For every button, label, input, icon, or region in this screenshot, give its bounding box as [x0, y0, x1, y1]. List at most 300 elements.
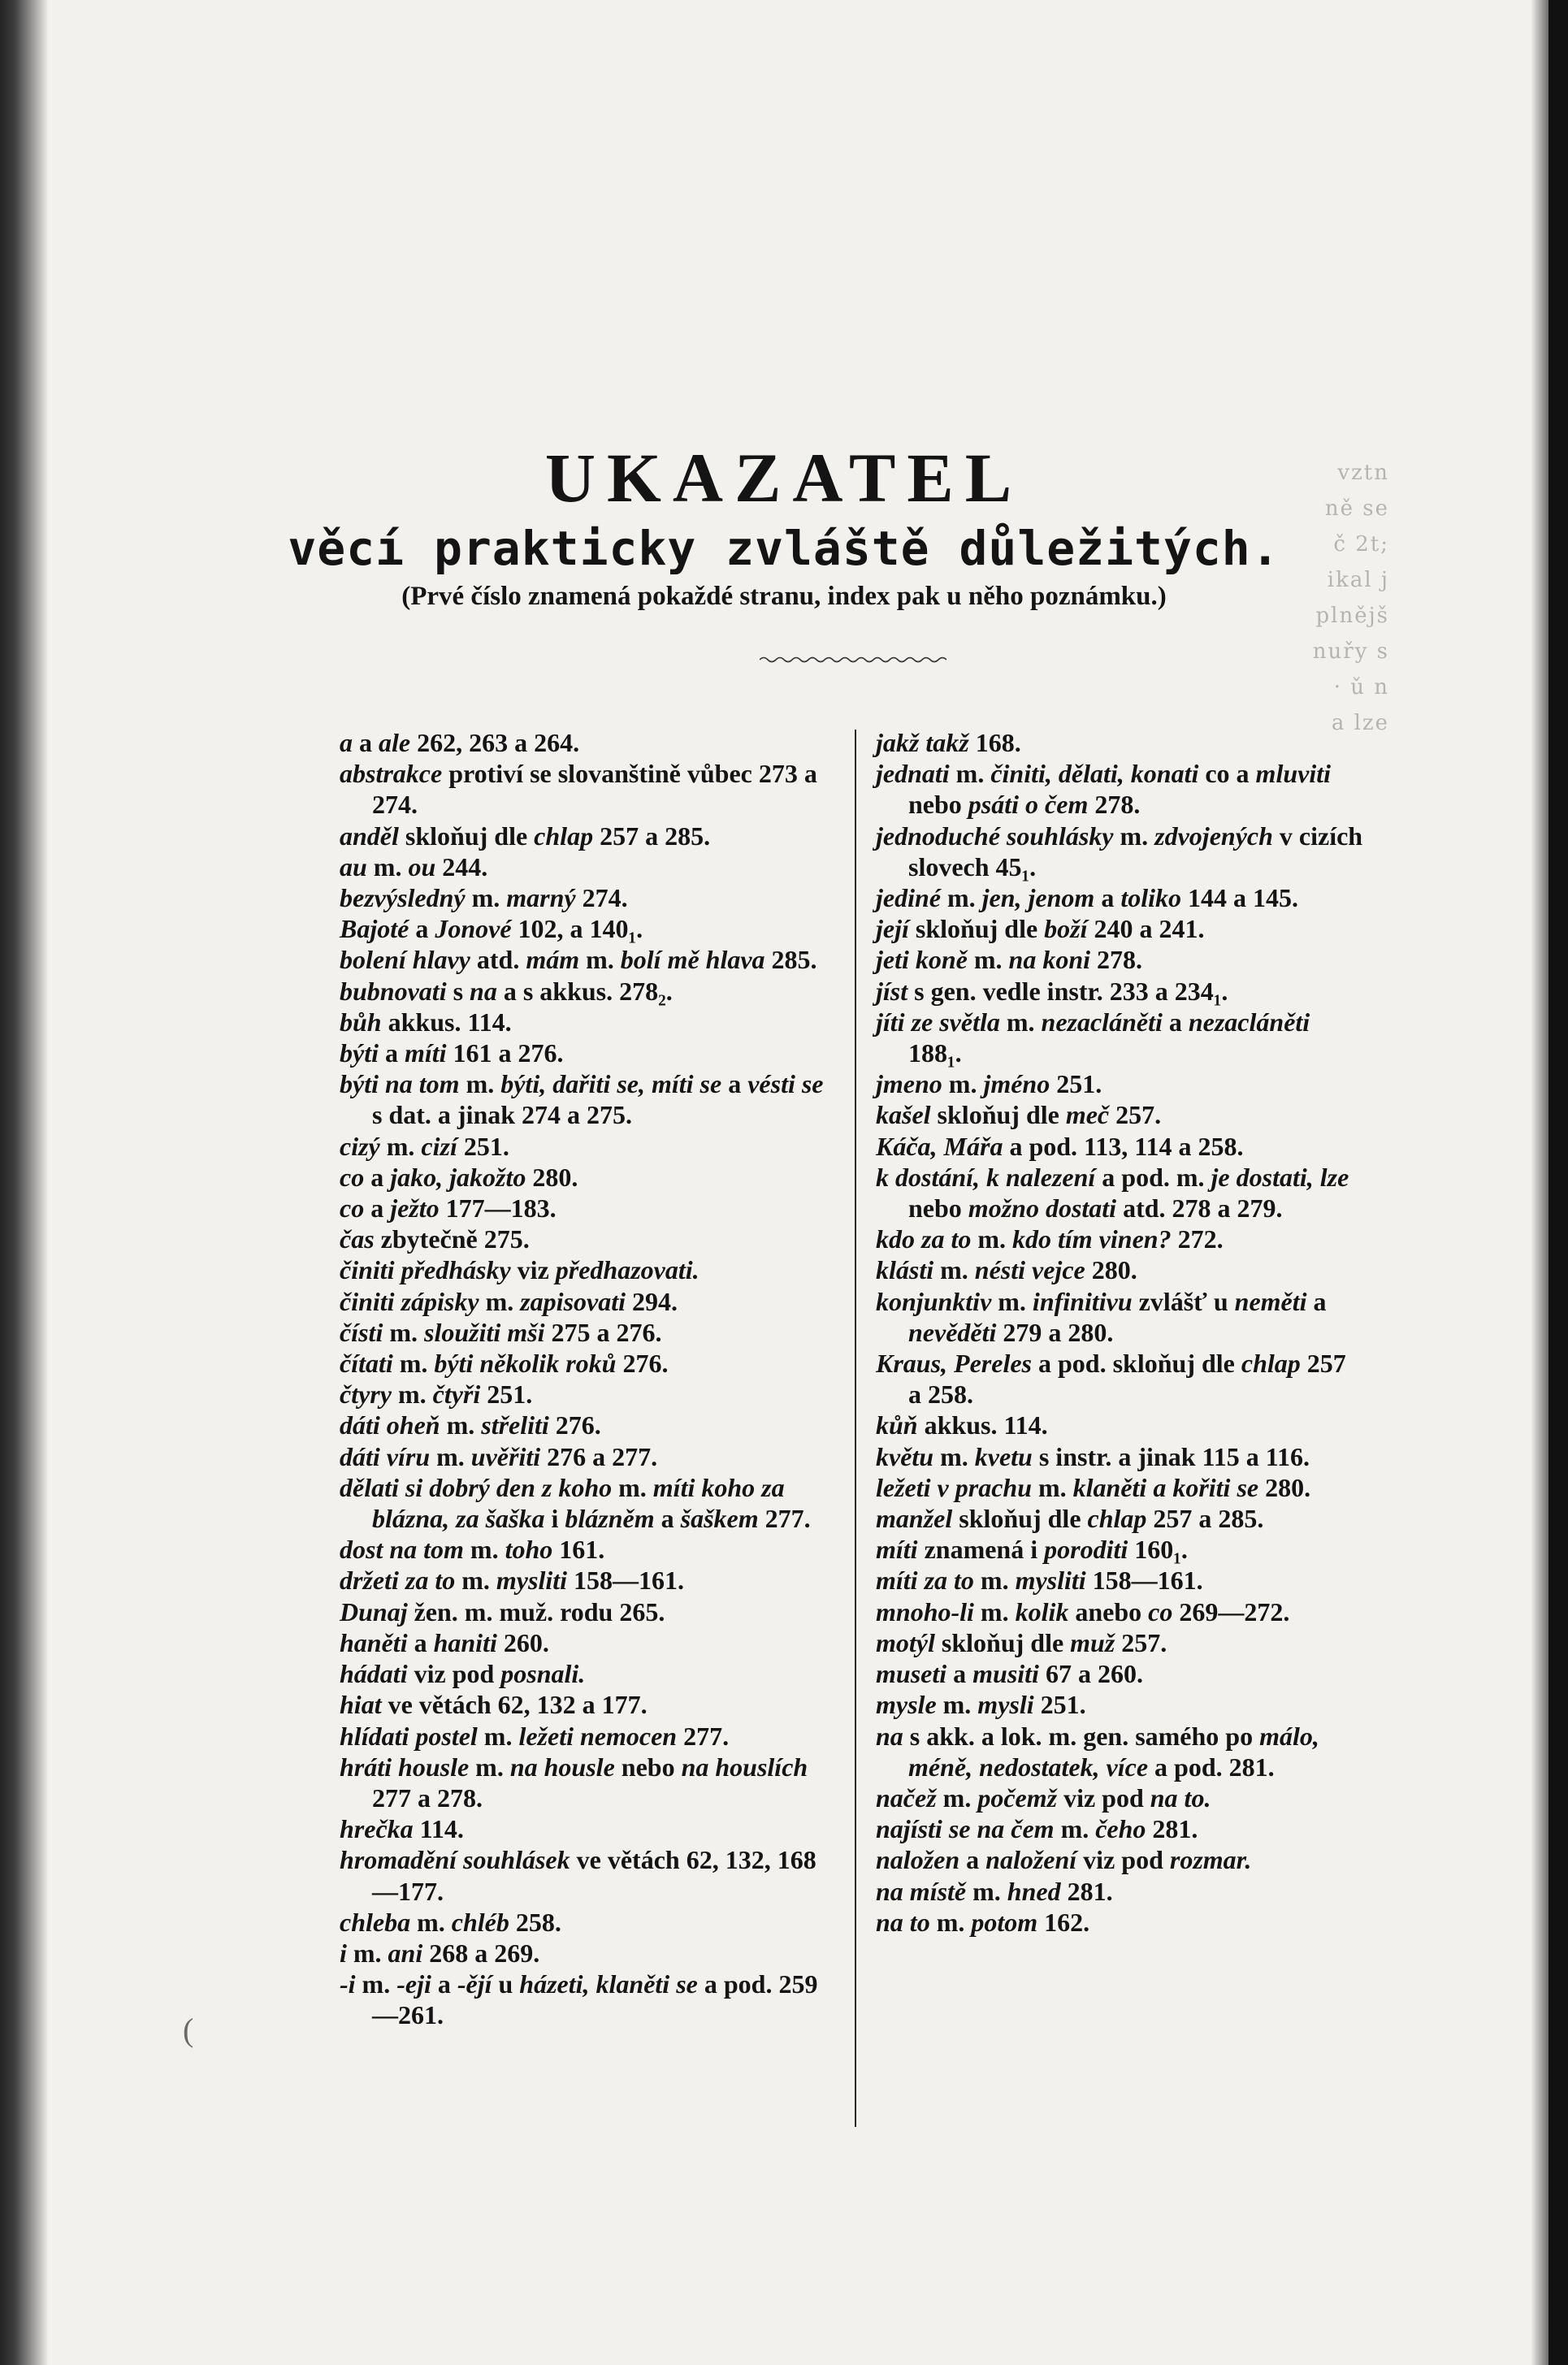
entry-term: kdo tím vinen? — [1012, 1224, 1172, 1254]
index-entry — [340, 1348, 827, 1379]
index-entry — [340, 1627, 827, 1658]
entry-text: 285. — [765, 945, 817, 975]
entry-text: 162. — [1037, 1907, 1090, 1937]
index-entry — [340, 944, 827, 975]
entry-text: 160₁. — [1128, 1535, 1188, 1565]
entry-text: skloňuj dle — [908, 914, 1045, 944]
entry-term: býti několik roků — [434, 1349, 617, 1379]
entry-text: m. — [355, 1969, 397, 1999]
entry-term: psáti o čem — [968, 790, 1089, 820]
entry-text: m. — [971, 1224, 1012, 1254]
entry-term: cizý — [340, 1131, 380, 1161]
index-entry — [340, 1813, 827, 1844]
index-entry — [340, 1286, 827, 1317]
entry-text: m. — [430, 1441, 471, 1471]
entry-text: m. — [940, 883, 982, 913]
entry-term: ani — [388, 1938, 423, 1968]
index-entry — [876, 1410, 1363, 1440]
entry-term: zapisovati — [520, 1286, 626, 1316]
entry-text: 158—161. — [567, 1566, 684, 1596]
entry-term: -i — [340, 1969, 356, 1999]
index-entry — [340, 1752, 827, 1813]
entry-text: 158—161. — [1085, 1566, 1203, 1596]
entry-term: jako, jakožto — [390, 1162, 526, 1192]
entry-text: skloňuj dle — [934, 1627, 1071, 1657]
index-entry — [876, 1565, 1363, 1596]
entry-text: m. — [936, 1690, 978, 1720]
index-entry — [340, 851, 827, 882]
entry-text: 102, a 140₁. — [511, 914, 643, 944]
entry-text: 281. — [1146, 1814, 1198, 1844]
entry-text: nebo — [908, 790, 968, 820]
entry-term: bůh — [340, 1007, 382, 1037]
entry-text: m. — [477, 1721, 519, 1751]
entry-text: 257. — [1109, 1100, 1162, 1130]
entry-term: manžel — [876, 1504, 953, 1534]
entry-text: m. — [379, 1131, 422, 1161]
entry-term: muž — [1070, 1627, 1115, 1657]
index-entry — [340, 882, 827, 913]
entry-text: m. — [455, 1566, 496, 1596]
entry-term: co — [340, 1162, 365, 1192]
entry-text: m. — [346, 1938, 388, 1968]
entry-term: hráti housle — [340, 1752, 470, 1782]
index-entry — [340, 1037, 827, 1068]
index-entry — [876, 1472, 1363, 1503]
entry-text: 177—183. — [439, 1193, 557, 1224]
entry-term: jíst — [876, 976, 908, 1006]
entry-text: a — [1162, 1007, 1189, 1037]
index-entry — [876, 1596, 1363, 1627]
entry-term: míti — [404, 1038, 447, 1068]
entry-text: 277. — [758, 1504, 811, 1534]
entry-text: 280. — [526, 1162, 578, 1192]
entry-text: 276 a 277. — [540, 1441, 658, 1471]
entry-term: předhazovati. — [555, 1255, 700, 1285]
index-entry — [340, 1689, 827, 1720]
entry-term: hned — [1007, 1876, 1061, 1906]
entry-text: a — [407, 1627, 434, 1657]
entry-text: m. — [973, 1596, 1016, 1626]
entry-term: potom — [971, 1907, 1038, 1937]
entry-term: činiti zápisky — [340, 1286, 479, 1316]
margin-mark: ( — [183, 2012, 194, 2048]
entry-term: sloužiti mši — [423, 1317, 545, 1347]
entry-text: a — [378, 1038, 405, 1068]
entry-text: a — [364, 1162, 391, 1192]
entry-text: u — [492, 1969, 520, 1999]
entry-term: na housle — [509, 1752, 615, 1782]
entry-text: 257 a 285. — [593, 821, 711, 851]
entry-term: ou — [408, 851, 436, 881]
entry-term: jediné — [876, 883, 941, 913]
entry-text: m. — [383, 1317, 424, 1347]
entry-text: 168. — [968, 728, 1021, 757]
entry-text: 269—272. — [1172, 1596, 1290, 1626]
entry-text: 257 a 258. — [908, 1349, 1346, 1410]
index-entry — [340, 758, 827, 820]
index-entry — [340, 1162, 827, 1193]
entry-term: naložení — [985, 1845, 1077, 1875]
entry-term: květu — [876, 1441, 934, 1471]
entry-text: v cizích slovech 45₁. — [908, 821, 1363, 881]
entry-text: viz pod — [1057, 1782, 1150, 1813]
entry-term: kolik — [1015, 1596, 1069, 1626]
index-entry — [340, 1907, 827, 1938]
index-entry — [876, 1876, 1363, 1907]
entry-term: chlap — [1241, 1349, 1301, 1379]
index-entry — [340, 1193, 827, 1224]
entry-text: 251. — [1033, 1690, 1086, 1720]
index-column-right — [876, 727, 1363, 1938]
entry-term: nezacláněti — [1041, 1007, 1163, 1037]
entry-text: s — [446, 976, 470, 1006]
entry-term: Káča, Mářa — [876, 1131, 1003, 1161]
entry-term: Bajoté — [340, 914, 409, 944]
entry-term: na to — [876, 1907, 930, 1937]
entry-term: haněti — [340, 1627, 408, 1657]
entry-text: viz — [510, 1255, 556, 1285]
entry-term: zdvojených — [1154, 821, 1273, 851]
index-entry — [876, 976, 1363, 1007]
entry-term: kvetu — [974, 1441, 1033, 1471]
entry-text: a — [353, 728, 379, 757]
entry-term: čeho — [1095, 1814, 1146, 1844]
entry-text: s akk. a lok. m. gen. samého po — [903, 1721, 1260, 1751]
entry-text: 257. — [1115, 1627, 1167, 1657]
entry-term: naložen — [876, 1845, 960, 1875]
entry-text: znamená i — [917, 1535, 1045, 1565]
entry-text: a — [409, 914, 435, 944]
entry-term: jen, jenom — [981, 883, 1095, 913]
entry-text: a — [721, 1069, 748, 1099]
bleed-line: plnějš — [1315, 604, 1389, 628]
index-entry — [876, 1813, 1363, 1844]
bleed-line: vztn — [1337, 461, 1389, 485]
entry-term: držeti za to — [340, 1566, 456, 1596]
index-entry — [876, 1907, 1363, 1938]
entry-term: možno dostati — [968, 1193, 1117, 1224]
entry-term: hiat — [340, 1690, 382, 1720]
entry-term: jíti ze světla — [876, 1007, 1000, 1037]
entry-text: 276. — [616, 1349, 669, 1379]
index-entry — [340, 821, 827, 851]
entry-text: zvlášť u — [1132, 1286, 1235, 1316]
entry-text: m. — [936, 1782, 978, 1813]
index-entry — [340, 1224, 827, 1254]
entry-text: 161 a 276. — [446, 1038, 564, 1068]
ornament-divider — [760, 654, 946, 665]
entry-text: 251. — [457, 1131, 509, 1161]
scan-edge-right — [1549, 0, 1568, 2365]
entry-term: házeti, klaněti se — [519, 1969, 698, 1999]
index-entry — [876, 727, 1363, 758]
entry-text: skloňuj dle — [930, 1100, 1066, 1130]
entry-text: m. — [973, 1566, 1016, 1596]
index-entry — [340, 1379, 827, 1410]
entry-text: 260. — [496, 1627, 549, 1657]
index-entry — [876, 1689, 1363, 1720]
entry-term: nevěděti — [908, 1317, 997, 1347]
entry-term: na to. — [1150, 1782, 1211, 1813]
entry-text: m. — [1054, 1814, 1096, 1844]
entry-term: jednoduché souhlásky — [876, 821, 1114, 851]
entry-term: infinitivu — [1032, 1286, 1133, 1316]
entry-term: -ějí — [457, 1969, 492, 1999]
entry-text: m. — [469, 1752, 510, 1782]
entry-text: 277 a 278. — [372, 1782, 483, 1813]
entry-term: anděl — [340, 821, 399, 851]
entry-term: bezvýsledný — [340, 883, 466, 913]
entry-text: co a — [1198, 759, 1256, 789]
entry-term: bolení hlavy — [340, 945, 470, 975]
entry-text: i — [544, 1504, 565, 1534]
entry-text: 258. — [509, 1907, 561, 1937]
entry-term: míti za to — [876, 1566, 974, 1596]
index-entry — [340, 1007, 827, 1037]
entry-text: akkus. 114. — [917, 1410, 1048, 1440]
page-title: UKAZATEL — [544, 439, 1024, 517]
index-entry — [876, 1099, 1363, 1130]
entry-term: musiti — [972, 1659, 1039, 1689]
index-entry — [340, 1658, 827, 1689]
entry-term: kůň — [876, 1410, 918, 1440]
entry-term: její — [876, 914, 909, 944]
page-note: (Prvé číslo znamená pokaždé stranu, index pak u něho poznámku.) — [401, 582, 1167, 611]
entry-text: m. — [933, 1255, 975, 1285]
index-entry — [876, 1658, 1363, 1689]
entry-term: šaškem — [680, 1504, 759, 1534]
entry-term: načež — [876, 1782, 937, 1813]
entry-term: mám — [526, 945, 580, 975]
index-entry — [876, 1068, 1363, 1099]
entry-term: činiti předhásky — [340, 1255, 511, 1285]
entry-text: žen. m. muž. rodu 265. — [407, 1596, 665, 1626]
entry-term: jméno — [983, 1069, 1050, 1099]
entry-text: a s akkus. 278₂. — [496, 976, 673, 1006]
entry-text: 281. — [1060, 1876, 1113, 1906]
index-entry — [876, 1254, 1363, 1285]
entry-term: marný — [506, 883, 576, 913]
index-entry — [340, 1131, 827, 1162]
entry-text: s dat. a jinak 274 a 275. — [372, 1100, 633, 1130]
entry-text: m. — [612, 1472, 653, 1502]
index-entry — [340, 727, 827, 758]
entry-term: rozmar. — [1169, 1845, 1252, 1875]
bleed-line: ně se — [1324, 496, 1389, 521]
entry-term: -eji — [396, 1969, 431, 1999]
entry-text: m. — [1113, 821, 1155, 851]
entry-term: mysliti — [496, 1566, 567, 1596]
scan-edge-left — [0, 0, 49, 2365]
index-column-left — [340, 727, 827, 2031]
entry-term: jeti koně — [876, 945, 968, 975]
entry-text: a pod. skloňuj dle — [1032, 1349, 1241, 1379]
entry-term: boží — [1044, 914, 1088, 944]
entry-term: a — [340, 728, 353, 757]
index-entry — [340, 1441, 827, 1472]
entry-term: toliko — [1120, 883, 1181, 913]
entry-term: konjunktiv — [876, 1286, 992, 1316]
entry-term: Jonové — [435, 914, 512, 944]
entry-text: m. — [391, 1380, 433, 1410]
index-entry — [340, 1068, 827, 1130]
entry-term: k dostání, k nalezení — [876, 1162, 1096, 1192]
entry-term: au — [340, 851, 367, 881]
entry-term: abstrakce — [340, 759, 443, 789]
entry-term: klásti — [876, 1255, 934, 1285]
entry-term: kdo za to — [876, 1224, 972, 1254]
entry-text: atd. — [470, 945, 526, 975]
bleed-line: a lze — [1331, 711, 1389, 735]
entry-term: na koni — [1008, 945, 1091, 975]
entry-text: 274. — [575, 883, 628, 913]
entry-text: akkus. 114. — [381, 1007, 512, 1037]
column-divider — [855, 730, 856, 2127]
entry-term: Kraus, Pereles — [876, 1349, 1032, 1379]
bleed-line: nuřy s — [1312, 639, 1389, 664]
index-entry — [340, 1596, 827, 1627]
entry-term: počemž — [977, 1782, 1058, 1813]
index-entry — [876, 1441, 1363, 1472]
entry-text: viz pod — [1076, 1845, 1170, 1875]
entry-term: čas — [340, 1224, 375, 1254]
entry-text: a — [364, 1193, 391, 1224]
entry-term: uvěřiti — [470, 1441, 541, 1471]
index-entry — [876, 1131, 1363, 1162]
entry-term: jakž takž — [876, 728, 969, 757]
entry-term: ale — [379, 728, 411, 757]
entry-term: poroditi — [1044, 1535, 1128, 1565]
index-entry — [876, 913, 1363, 944]
scan-edge-shadow — [1531, 0, 1549, 2365]
entry-text: s instr. a jinak 115 a 116. — [1032, 1441, 1310, 1471]
entry-term: ježto — [390, 1193, 440, 1224]
entry-term: mnoho-li — [876, 1596, 974, 1626]
entry-term: kašel — [876, 1100, 931, 1130]
entry-term: hromadění souhlásek — [340, 1845, 570, 1875]
index-entry — [340, 913, 827, 944]
entry-term: střeliti — [481, 1410, 549, 1440]
entry-term: bolí mě hlava — [620, 945, 765, 975]
entry-text: m. — [579, 945, 621, 975]
index-entry — [340, 1317, 827, 1348]
entry-term: míti koho za blázna, za šaška — [372, 1472, 785, 1534]
entry-term: činiti, dělati, konati — [990, 759, 1199, 789]
entry-text: 161. — [552, 1535, 605, 1565]
entry-term: toho — [505, 1535, 553, 1565]
entry-term: chlap — [534, 821, 594, 851]
index-entry — [340, 1534, 827, 1565]
entry-text: 277. — [677, 1721, 730, 1751]
index-entry — [340, 1565, 827, 1596]
entry-text: 251. — [480, 1380, 533, 1410]
entry-term: dělati si dobrý den z koho — [340, 1472, 613, 1502]
entry-text: a — [959, 1845, 986, 1875]
entry-term: dost na tom — [340, 1535, 464, 1565]
entry-text: 275 a 276. — [544, 1317, 662, 1347]
entry-text: a pod. m. — [1095, 1162, 1211, 1192]
entry-text: 279 a 280. — [996, 1317, 1114, 1347]
entry-text: m. — [949, 759, 991, 789]
entry-text: m. — [967, 945, 1009, 975]
entry-term: co — [1148, 1596, 1173, 1626]
entry-text: a — [946, 1659, 973, 1689]
entry-term: mysle — [876, 1690, 937, 1720]
entry-text: 67 a 260. — [1038, 1659, 1143, 1689]
entry-text: 144 a 145. — [1180, 883, 1298, 913]
entry-term: bubnovati — [340, 976, 447, 1006]
entry-term: i — [340, 1938, 347, 1968]
entry-term: býti na tom — [340, 1069, 460, 1099]
index-entry — [876, 821, 1363, 882]
entry-text: 276. — [548, 1410, 601, 1440]
entry-text: m. — [459, 1069, 501, 1099]
entry-term: najísti se na čem — [876, 1814, 1055, 1844]
entry-text: protiví se slovanštině vůbec 273 a 274. — [372, 759, 817, 820]
entry-term: vésti se — [747, 1069, 824, 1099]
entry-text: 280. — [1258, 1472, 1311, 1502]
entry-term: býti, dařiti se, míti se — [500, 1069, 722, 1099]
entry-term: mysli — [977, 1690, 1034, 1720]
entry-text: m. — [479, 1286, 521, 1316]
entry-text: m. — [933, 1441, 975, 1471]
entry-term: chlap — [1087, 1504, 1147, 1534]
index-entry — [876, 1534, 1363, 1565]
index-entry — [876, 1162, 1363, 1224]
index-entry — [340, 976, 827, 1007]
entry-text: anebo — [1068, 1596, 1149, 1626]
entry-text: viz pod — [407, 1659, 501, 1689]
entry-term: dáti víru — [340, 1441, 431, 1471]
entry-text: m. — [929, 1907, 972, 1937]
index-entry — [340, 1472, 827, 1534]
page-subtitle: věcí prakticky zvláště důležitých. — [288, 521, 1280, 576]
entry-text: a pod. 281. — [1148, 1752, 1275, 1782]
entry-text: skloňuj dle — [952, 1504, 1088, 1534]
entry-term: ležeti v prachu — [876, 1472, 1032, 1502]
entry-term: cizí — [421, 1131, 457, 1161]
entry-text: a — [1306, 1286, 1327, 1316]
entry-term: ležeti nemocen — [518, 1721, 678, 1751]
index-entry — [340, 1410, 827, 1440]
index-entry — [340, 1844, 827, 1906]
entry-text: m. — [999, 1007, 1042, 1037]
entry-term: na houslích — [681, 1752, 808, 1782]
bleed-line: ikal j — [1327, 568, 1389, 592]
index-entry — [876, 1007, 1363, 1068]
index-entry — [340, 1969, 827, 2030]
entry-term: čtyři — [432, 1380, 481, 1410]
entry-text: 240 a 241. — [1087, 914, 1205, 944]
entry-text: m. — [463, 1535, 505, 1565]
index-entry — [876, 1721, 1363, 1782]
entry-term: je dostati, lze — [1211, 1162, 1349, 1192]
entry-text: m. — [465, 883, 507, 913]
entry-term: neměti — [1234, 1286, 1307, 1316]
entry-text: a pod. 113, 114 a 258. — [1003, 1131, 1244, 1161]
entry-text: s gen. vedle instr. 233 a 234₁. — [907, 976, 1228, 1006]
entry-text: ve větách 62, 132, 168—177. — [372, 1845, 816, 1906]
entry-term: mluviti — [1255, 759, 1331, 789]
entry-term: jednati — [876, 759, 950, 789]
entry-term: hrečka — [340, 1814, 414, 1844]
index-entry — [340, 1254, 827, 1285]
entry-text: nebo — [614, 1752, 682, 1782]
entry-term: na místě — [876, 1876, 967, 1906]
entry-text: a — [431, 1969, 457, 1999]
index-entry — [876, 758, 1363, 820]
